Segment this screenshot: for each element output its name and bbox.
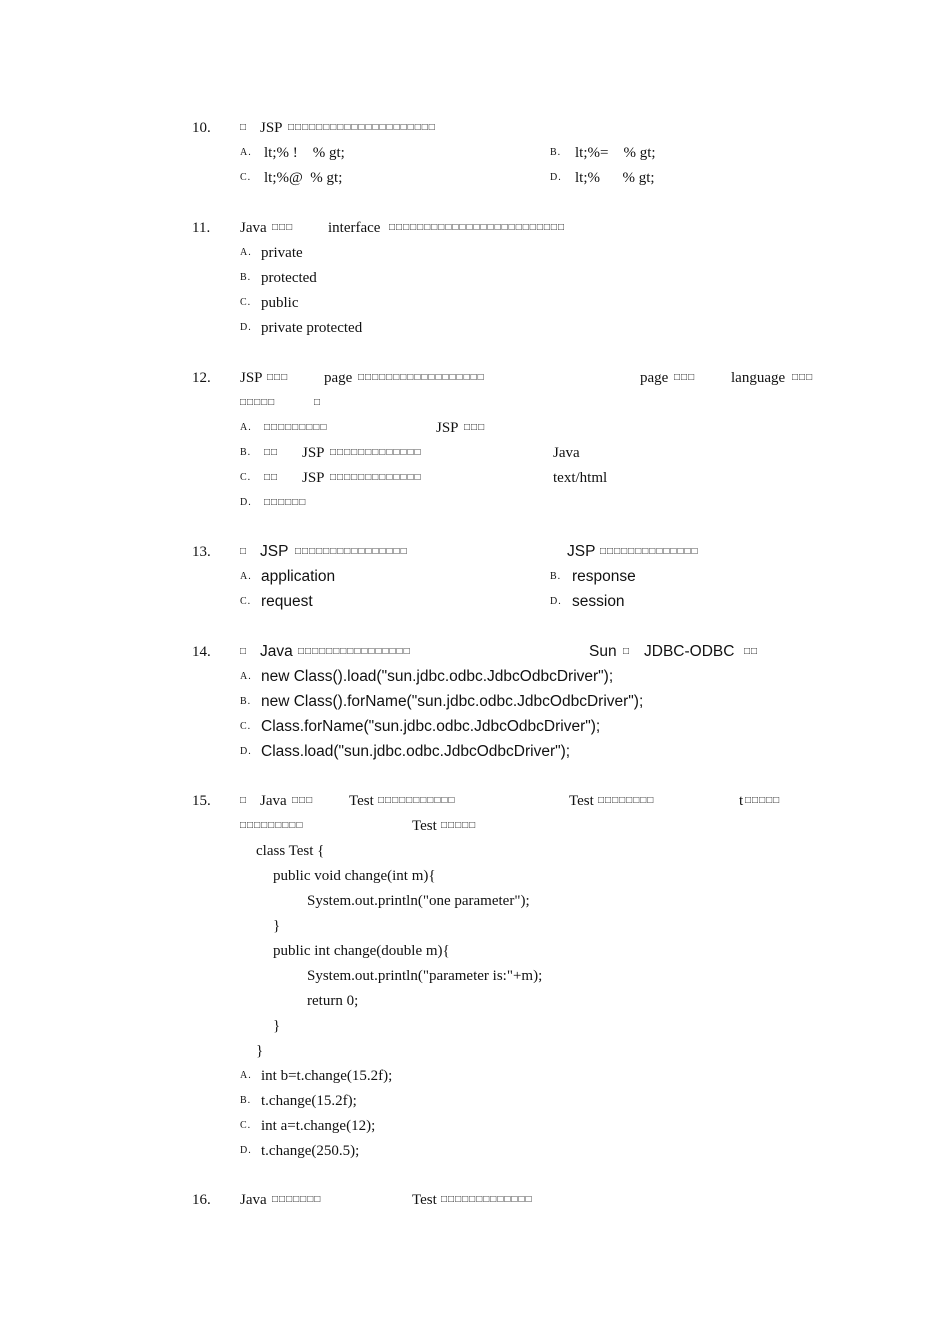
- option-letter: A.: [240, 671, 252, 682]
- code-line: System.out.println("one parameter");: [307, 893, 530, 909]
- option-letter: A.: [240, 1070, 252, 1081]
- option-d: private protected: [261, 320, 363, 336]
- option-d: lt;% % gt;: [575, 170, 655, 186]
- question-stem-text: □□□□□□□□□□□□□□□□: [298, 646, 411, 657]
- option-letter: A.: [240, 247, 252, 258]
- option-b: JSP: [302, 445, 325, 461]
- question-stem-text: Test: [412, 1192, 437, 1208]
- code-line: class Test {: [256, 843, 325, 859]
- question-number: 14.: [192, 644, 211, 660]
- option-letter: B.: [550, 147, 562, 158]
- option-letter: B.: [550, 571, 562, 582]
- option-letter: D.: [240, 746, 252, 757]
- option-d: □□□□□□: [264, 497, 307, 508]
- question-stem-text: □: [240, 122, 248, 133]
- option-a: new Class().load("sun.jdbc.odbc.JdbcOdbcDriver");: [261, 668, 614, 685]
- option-b: protected: [261, 270, 317, 286]
- question-stem-text: □: [623, 646, 631, 657]
- option-a: int b=t.change(15.2f);: [261, 1068, 393, 1084]
- question-stem-text: page: [640, 370, 669, 386]
- option-a: □□□: [464, 422, 486, 433]
- option-a: private: [261, 245, 303, 261]
- question-number: 15.: [192, 793, 211, 809]
- question-stem-text: □□□□□□□□□□□: [378, 795, 456, 806]
- question-number: 12.: [192, 370, 211, 386]
- option-b: lt;%= % gt;: [575, 145, 656, 161]
- question-stem-text: □: [240, 646, 248, 657]
- question-stem-text: □□□□□□□□□□□□□□□□: [295, 546, 408, 557]
- option-d: session: [572, 593, 625, 610]
- option-c: text/html: [553, 470, 608, 486]
- question-stem-text: □□□: [792, 372, 814, 383]
- option-letter: B.: [240, 272, 252, 283]
- question-stem-text: interface: [328, 220, 381, 236]
- option-letter: A.: [240, 147, 252, 158]
- question-stem-text: JSP: [260, 543, 289, 560]
- option-d: t.change(250.5);: [261, 1143, 360, 1159]
- option-c: lt;%@ % gt;: [264, 170, 343, 186]
- question-stem-text: JSP: [240, 370, 263, 386]
- question-stem-text: JDBC-ODBC: [644, 643, 735, 660]
- option-letter: D.: [550, 596, 562, 607]
- question-stem-text: □□□□□□□: [272, 1194, 322, 1205]
- question-stem-text: Sun: [589, 643, 617, 660]
- option-a: JSP: [436, 420, 459, 436]
- question-stem-text: □□□□□□□□□□□□□□□□□□□□□□□□□: [389, 222, 566, 233]
- option-a: □□□□□□□□□: [264, 422, 328, 433]
- code-line: public void change(int m){: [273, 868, 436, 884]
- question-stem-text: □□□□□□□□□□□□□□□□□□□□□: [288, 122, 436, 133]
- question-stem-text: Java: [240, 220, 267, 236]
- question-stem-text: □: [240, 795, 248, 806]
- code-line: }: [273, 1018, 281, 1034]
- code-line: public int change(double m){: [273, 943, 450, 959]
- option-a: lt;% ! % gt;: [264, 145, 345, 161]
- option-c: □□: [264, 472, 279, 483]
- option-letter: A.: [240, 422, 252, 433]
- question-stem-text: Java: [260, 643, 293, 660]
- question-stem-text: □□□□□□□□□□□□□: [441, 1194, 533, 1205]
- question-stem-text: □□□□□: [240, 397, 276, 408]
- option-c: request: [261, 593, 313, 610]
- option-letter: C.: [240, 596, 252, 607]
- option-letter: C.: [240, 1120, 252, 1131]
- option-c: Class.forName("sun.jdbc.odbc.JdbcOdbcDriver");: [261, 718, 601, 735]
- option-c: JSP: [302, 470, 325, 486]
- option-b: □□: [264, 447, 279, 458]
- question-stem-text: □: [240, 546, 248, 557]
- question-stem-text: □: [314, 397, 322, 408]
- question-stem-text: □□: [744, 646, 759, 657]
- question-stem-text: □□□□□□□□□□□□□□□□□□: [358, 372, 485, 383]
- question-number: 13.: [192, 544, 211, 560]
- option-letter: D.: [240, 1145, 252, 1156]
- option-b: t.change(15.2f);: [261, 1093, 357, 1109]
- question-stem-text: t: [739, 793, 744, 809]
- question-stem-text: □□□: [267, 372, 289, 383]
- option-c: int a=t.change(12);: [261, 1118, 376, 1134]
- code-line: }: [273, 918, 281, 934]
- question-stem-text: Java: [260, 793, 287, 809]
- option-b: Java: [553, 445, 580, 461]
- question-stem-text: □□□□□□□□□□□□□□: [600, 546, 699, 557]
- question-stem-text: □□□: [674, 372, 696, 383]
- option-b: □□□□□□□□□□□□□: [330, 447, 422, 458]
- option-b: new Class().forName("sun.jdbc.odbc.JdbcOdbcDriver");: [261, 693, 644, 710]
- option-d: Class.load("sun.jdbc.odbc.JdbcOdbcDriver");: [261, 743, 571, 760]
- option-letter: C.: [240, 297, 252, 308]
- question-stem-text: □□□□□□□□: [598, 795, 655, 806]
- question-stem-text: Test: [569, 793, 594, 809]
- question-stem-text: □□□□□: [745, 795, 781, 806]
- option-b: response: [572, 568, 636, 585]
- option-letter: B.: [240, 1095, 252, 1106]
- question-stem-text: □□□□□: [441, 820, 477, 831]
- question-stem-text: JSP: [260, 120, 283, 136]
- question-number: 11.: [192, 220, 211, 236]
- code-line: System.out.println("parameter is:"+m);: [307, 968, 543, 984]
- question-stem-text: □□□: [272, 222, 294, 233]
- question-stem-text: Test: [412, 818, 437, 834]
- question-stem-text: page: [324, 370, 353, 386]
- option-a: application: [261, 568, 336, 585]
- question-stem-text: Test: [349, 793, 374, 809]
- option-c: □□□□□□□□□□□□□: [330, 472, 422, 483]
- option-letter: B.: [240, 696, 252, 707]
- code-line: }: [256, 1043, 264, 1059]
- question-stem-text: □□□: [292, 795, 314, 806]
- question-stem-text: Java: [240, 1192, 267, 1208]
- option-letter: D.: [240, 497, 252, 508]
- option-c: public: [261, 295, 299, 311]
- option-letter: C.: [240, 721, 252, 732]
- option-letter: B.: [240, 447, 252, 458]
- option-letter: D.: [550, 172, 562, 183]
- question-stem-text: language: [731, 370, 786, 386]
- option-letter: A.: [240, 571, 252, 582]
- option-letter: D.: [240, 322, 252, 333]
- question-number: 16.: [192, 1192, 211, 1208]
- question-stem-text: JSP: [567, 543, 596, 560]
- question-number: 10.: [192, 120, 211, 136]
- option-letter: C.: [240, 172, 252, 183]
- code-line: return 0;: [307, 993, 359, 1009]
- question-stem-text: □□□□□□□□□: [240, 820, 304, 831]
- option-letter: C.: [240, 472, 252, 483]
